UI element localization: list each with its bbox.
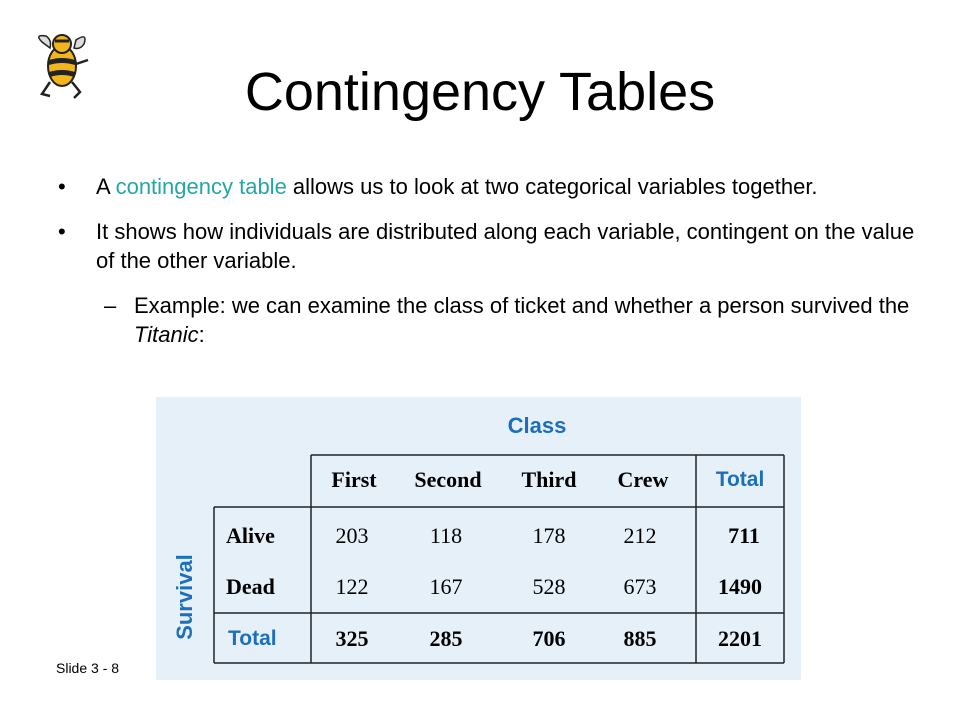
table-cell: 528 xyxy=(532,574,566,599)
slide-title: Contingency Tables xyxy=(244,62,716,122)
row-total-dead: 1490 xyxy=(718,574,762,599)
bullet-dot-icon: • xyxy=(58,174,66,199)
column-total-second: 285 xyxy=(429,626,463,651)
table-cell: 118 xyxy=(429,523,463,548)
bullet-item-1 xyxy=(58,172,918,201)
row-label-alive: Alive xyxy=(226,523,275,548)
sub-bullet-1-italic: Titanic xyxy=(134,322,199,347)
grand-total: 2201 xyxy=(718,626,762,651)
column-header-total: Total xyxy=(715,468,765,491)
row-label-dead: Dead xyxy=(226,574,275,599)
bullet-dot-icon: • xyxy=(58,219,66,244)
bullet-item-2 xyxy=(58,217,918,275)
column-total-third: 706 xyxy=(532,626,566,651)
column-header-first: First xyxy=(331,467,377,492)
row-group-label: Survival xyxy=(172,554,197,640)
table-cell: 122 xyxy=(335,574,369,599)
bullet-2-text: It shows how individuals are distributed along each variable, contingent on the value of the other variable. xyxy=(96,219,915,273)
column-header-crew: Crew xyxy=(617,467,669,492)
table-cell: 212 xyxy=(623,523,657,548)
sub-bullet-item-1 xyxy=(58,291,918,349)
bullet-1-text-pre: A xyxy=(96,174,116,199)
column-total-first: 325 xyxy=(335,626,369,651)
sub-bullet-1-text-post: : xyxy=(198,322,205,347)
bullet-1-term: contingency table xyxy=(115,174,287,199)
table-cell: 167 xyxy=(429,574,463,599)
sub-bullet-dash-icon: – xyxy=(104,293,117,318)
column-header-second: Second xyxy=(414,467,482,492)
bullet-1-text-post: allows us to look at two categorical variables together. xyxy=(286,174,818,199)
slide-number: Slide 3 - 8 xyxy=(56,660,120,676)
column-group-label: Class xyxy=(507,413,567,438)
table-cell: 673 xyxy=(623,574,657,599)
row-total-alive: 711 xyxy=(728,523,760,548)
table-cell: 178 xyxy=(532,523,566,548)
column-header-third: Third xyxy=(521,467,577,492)
bullet-list xyxy=(58,172,918,349)
table-cell: 203 xyxy=(335,523,369,548)
sub-bullet-1-text-pre: Example: we can examine the class of ticket and whether a person survived the xyxy=(134,293,910,318)
contingency-table xyxy=(156,397,801,680)
row-label-total: Total xyxy=(228,627,277,650)
column-total-crew: 885 xyxy=(623,626,657,651)
